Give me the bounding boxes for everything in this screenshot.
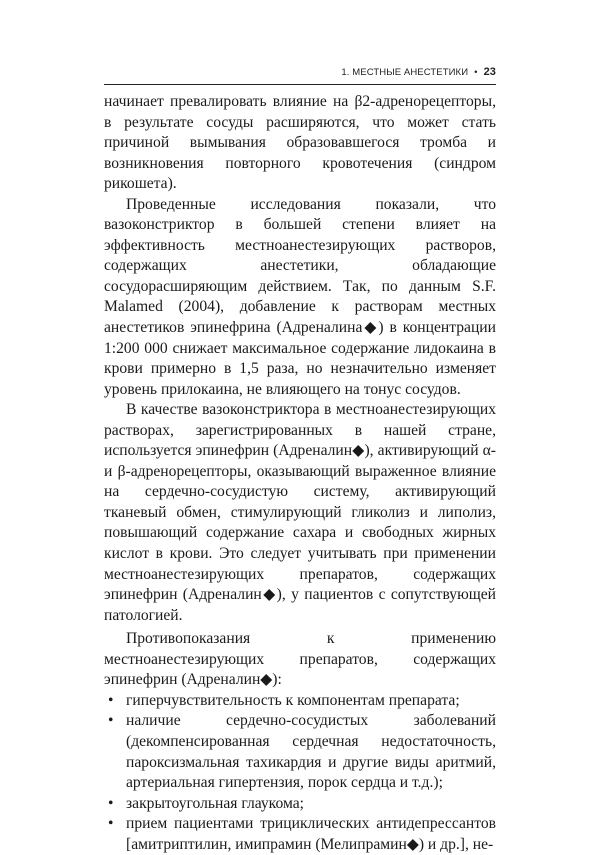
chapter-title: 1. МЕСТНЫЕ АНЕСТЕТИКИ [341, 67, 469, 78]
paragraph-research: Проведенные исследования показали, что вазоконстриктор в большей степени влияет на эффективность местноанестезирующих растворов, содержащих анестетики, обладающие сосудорасширяющим действием. Так, по данным S.F. Malamed (2004), добавление к растворам местных анестетиков эпинефрина (Адреналина◆) в концентрации 1:200 000 снижает максимальное содержание лидокаина в крови примерно в 1,5 раза, но незначительно изменяет уровень прилокаина, не влияющего на тонус сосудов. [104, 195, 496, 398]
list-item: • прием пациентами трициклических антидепрессантов [амитриптилин, имипрамин (Мелипрамин◆) и др.], не- [104, 814, 496, 855]
body-text [104, 92, 496, 855]
paragraph-contraindications: Противопоказания к применению местноанестезирующих препаратов, содержащих эпинефрин (Адреналин◆): [104, 630, 496, 689]
contraindications-list [104, 691, 496, 855]
header-separator: • [474, 67, 478, 78]
running-header-text [341, 66, 496, 78]
list-item: • закрытоугольная глаукома; [104, 794, 496, 815]
page-number: 23 [483, 66, 496, 78]
paragraph-continuation: начинает превалировать влияние на β2-адренорецепторы, в результате сосуды расширяются, что может стать причиной вымывания образовавшегося тромба и возникновения повторного кровотечения (синдром рикошета). [104, 93, 496, 193]
running-header [104, 66, 496, 85]
paragraph-vasoconstrictor: В качестве вазоконстриктора в местноанестезирующих растворах, зарегистрированных в нашей стране, используется эпинефрин (Адреналин◆), активирующий α- и β-адренорецепторы, оказывающий выраженное влияние на сердечно-сосудистую систему, активирующий тканевый обмен, стимулирующий гликолиз и липолиз, повышающий содержание сахара и свободных жирных кислот в крови. Это следует учитывать при применении местноанестезирующих препаратов, содержащих эпинефрин (Адреналин◆), у пациентов с сопутствующей патологией. [104, 401, 496, 624]
list-item: • гиперчувствительность к компонентам препарата; [104, 691, 496, 712]
list-item: • наличие сердечно-сосудистых заболеваний (декомпенсированная сердечная недостаточность, пароксизмальная тахикардия и другие виды аритмий, артериальная гипертензия, порок сердца и т.д.); [104, 711, 496, 793]
